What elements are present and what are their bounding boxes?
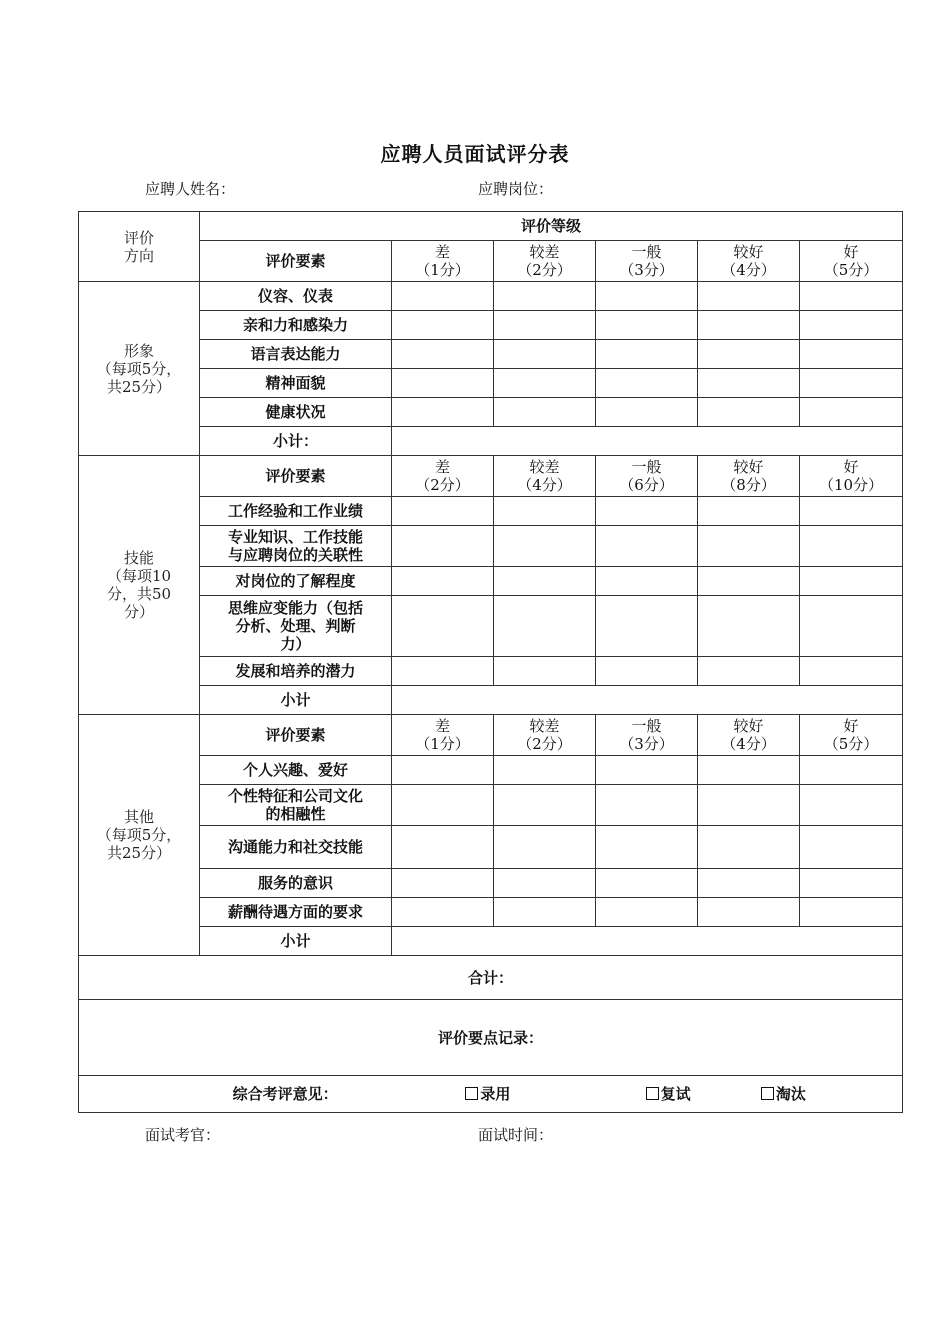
score-cell[interactable]: [800, 596, 903, 657]
level-header: 较差 （4分）: [494, 456, 596, 497]
level-header: 一般 （6分）: [596, 456, 698, 497]
subtotal-cell[interactable]: [392, 686, 903, 715]
applicant-name-label: 应聘人姓名：: [145, 180, 236, 198]
factor-cell: 健康状况: [200, 398, 392, 427]
option-reject[interactable]: 淘汰: [761, 1085, 806, 1103]
score-cell[interactable]: [596, 369, 698, 398]
factor-cell: 对岗位的了解程度: [200, 567, 392, 596]
score-cell[interactable]: [596, 282, 698, 311]
score-cell[interactable]: [596, 869, 698, 898]
score-cell[interactable]: [494, 826, 596, 869]
direction-image: 形象 （每项5分， 共25分）: [79, 282, 200, 456]
score-cell[interactable]: [494, 497, 596, 526]
level-header: 一般 （3分）: [596, 241, 698, 282]
score-cell[interactable]: [698, 311, 800, 340]
score-cell[interactable]: [800, 282, 903, 311]
score-cell[interactable]: [698, 826, 800, 869]
subtotal-label: 小计: [200, 927, 392, 956]
score-cell[interactable]: [392, 596, 494, 657]
level-header: 好 （10分）: [800, 456, 903, 497]
factor-header: 评价要素: [200, 241, 392, 282]
score-cell[interactable]: [800, 756, 903, 785]
level-header: 差 （2分）: [392, 456, 494, 497]
interviewer-label: 面试考官：: [145, 1126, 221, 1144]
factor-cell: 个人兴趣、爱好: [200, 756, 392, 785]
score-cell[interactable]: [800, 785, 903, 826]
score-cell[interactable]: [698, 567, 800, 596]
level-header: 较差 （2分）: [494, 241, 596, 282]
score-cell[interactable]: [800, 398, 903, 427]
score-cell[interactable]: [392, 340, 494, 369]
factor-cell: 服务的意识: [200, 869, 392, 898]
score-cell[interactable]: [698, 596, 800, 657]
score-cell[interactable]: [392, 567, 494, 596]
score-cell[interactable]: [494, 369, 596, 398]
score-cell[interactable]: [596, 311, 698, 340]
score-cell[interactable]: [392, 826, 494, 869]
score-cell[interactable]: [698, 340, 800, 369]
level-header: 较好 （4分）: [698, 715, 800, 756]
score-cell[interactable]: [494, 898, 596, 927]
score-cell[interactable]: [596, 657, 698, 686]
score-cell[interactable]: [392, 898, 494, 927]
checkbox-icon[interactable]: [761, 1087, 774, 1100]
score-cell[interactable]: [596, 398, 698, 427]
subtotal-cell[interactable]: [392, 927, 903, 956]
score-cell[interactable]: [698, 526, 800, 567]
score-cell[interactable]: [494, 567, 596, 596]
level-header: 差 （1分）: [392, 241, 494, 282]
level-header: 较好 （8分）: [698, 456, 800, 497]
factor-cell: 专业知识、工作技能 与应聘岗位的关联性: [200, 526, 392, 567]
factor-header: 评价要素: [200, 715, 392, 756]
level-header: 较差 （2分）: [494, 715, 596, 756]
checkbox-icon[interactable]: [465, 1087, 478, 1100]
checkbox-icon[interactable]: [646, 1087, 659, 1100]
score-cell[interactable]: [494, 340, 596, 369]
total-row[interactable]: 合计：: [79, 956, 903, 1000]
score-cell[interactable]: [596, 785, 698, 826]
applied-position-label: 应聘岗位：: [478, 180, 554, 198]
score-cell[interactable]: [494, 756, 596, 785]
score-cell[interactable]: [494, 526, 596, 567]
score-cell[interactable]: [392, 526, 494, 567]
score-cell[interactable]: [800, 567, 903, 596]
score-cell[interactable]: [698, 369, 800, 398]
factor-cell: 语言表达能力: [200, 340, 392, 369]
score-cell[interactable]: [698, 282, 800, 311]
score-cell[interactable]: [494, 657, 596, 686]
opinion-label: 综合考评意见：: [232, 1085, 338, 1103]
factor-cell: 思维应变能力（包括 分析、处理、判断 力）: [200, 596, 392, 657]
option-reinterview[interactable]: 复试: [581, 1085, 756, 1103]
score-cell[interactable]: [392, 869, 494, 898]
score-cell[interactable]: [596, 898, 698, 927]
factor-cell: 亲和力和感染力: [200, 311, 392, 340]
option-hire[interactable]: 录用: [400, 1085, 575, 1103]
score-cell[interactable]: [392, 497, 494, 526]
score-cell[interactable]: [800, 340, 903, 369]
subtotal-label: 小计: [200, 686, 392, 715]
score-cell[interactable]: [494, 596, 596, 657]
score-cell[interactable]: [392, 756, 494, 785]
level-header: 较好 （4分）: [698, 241, 800, 282]
score-cell[interactable]: [800, 898, 903, 927]
factor-cell: 发展和培养的潜力: [200, 657, 392, 686]
score-cell[interactable]: [698, 497, 800, 526]
factor-cell: 沟通能力和社交技能: [200, 826, 392, 869]
score-cell[interactable]: [800, 826, 903, 869]
level-header: 好 （5分）: [800, 241, 903, 282]
subtotal-label: 小计：: [200, 427, 392, 456]
score-cell[interactable]: [698, 756, 800, 785]
level-header: 差 （1分）: [392, 715, 494, 756]
score-cell[interactable]: [392, 311, 494, 340]
direction-header: 评价 方向: [79, 212, 200, 282]
score-cell[interactable]: [596, 596, 698, 657]
grade-header: 评价等级: [200, 212, 903, 241]
subtotal-cell[interactable]: [392, 427, 903, 456]
score-cell[interactable]: [494, 869, 596, 898]
score-cell[interactable]: [494, 785, 596, 826]
score-cell[interactable]: [698, 657, 800, 686]
score-cell[interactable]: [596, 756, 698, 785]
factor-cell: 薪酬待遇方面的要求: [200, 898, 392, 927]
score-cell[interactable]: [698, 398, 800, 427]
score-cell[interactable]: [494, 282, 596, 311]
score-cell[interactable]: [800, 869, 903, 898]
direction-other: 其他 （每项5分， 共25分）: [79, 715, 200, 956]
score-cell[interactable]: [392, 282, 494, 311]
score-cell[interactable]: [800, 311, 903, 340]
level-header: 一般 （3分）: [596, 715, 698, 756]
score-cell[interactable]: [596, 340, 698, 369]
interview-time-label: 面试时间：: [478, 1126, 554, 1144]
score-cell[interactable]: [392, 398, 494, 427]
score-cell[interactable]: [596, 497, 698, 526]
score-cell[interactable]: [800, 657, 903, 686]
score-cell[interactable]: [698, 869, 800, 898]
opinion-row: [79, 1076, 903, 1113]
factor-cell: 工作经验和工作业绩: [200, 497, 392, 526]
factor-cell: 个性特征和公司文化 的相融性: [200, 785, 392, 826]
score-cell[interactable]: [698, 898, 800, 927]
score-cell[interactable]: [800, 526, 903, 567]
score-cell[interactable]: [494, 398, 596, 427]
score-cell[interactable]: [800, 497, 903, 526]
factor-cell: 精神面貌: [200, 369, 392, 398]
score-cell[interactable]: [392, 785, 494, 826]
page-title: 应聘人员面试评分表: [380, 142, 570, 166]
factor-header: 评价要素: [200, 456, 392, 497]
score-cell[interactable]: [698, 785, 800, 826]
score-cell[interactable]: [392, 369, 494, 398]
score-cell[interactable]: [596, 567, 698, 596]
score-table: [78, 211, 903, 1113]
direction-skill: 技能 （每项10 分，共50 分）: [79, 456, 200, 715]
score-cell[interactable]: [596, 526, 698, 567]
score-cell[interactable]: [800, 369, 903, 398]
score-cell[interactable]: [392, 657, 494, 686]
notes-row[interactable]: 评价要点记录：: [79, 1000, 903, 1076]
score-cell[interactable]: [596, 826, 698, 869]
factor-cell: 仪容、仪表: [200, 282, 392, 311]
score-cell[interactable]: [494, 311, 596, 340]
level-header: 好 （5分）: [800, 715, 903, 756]
